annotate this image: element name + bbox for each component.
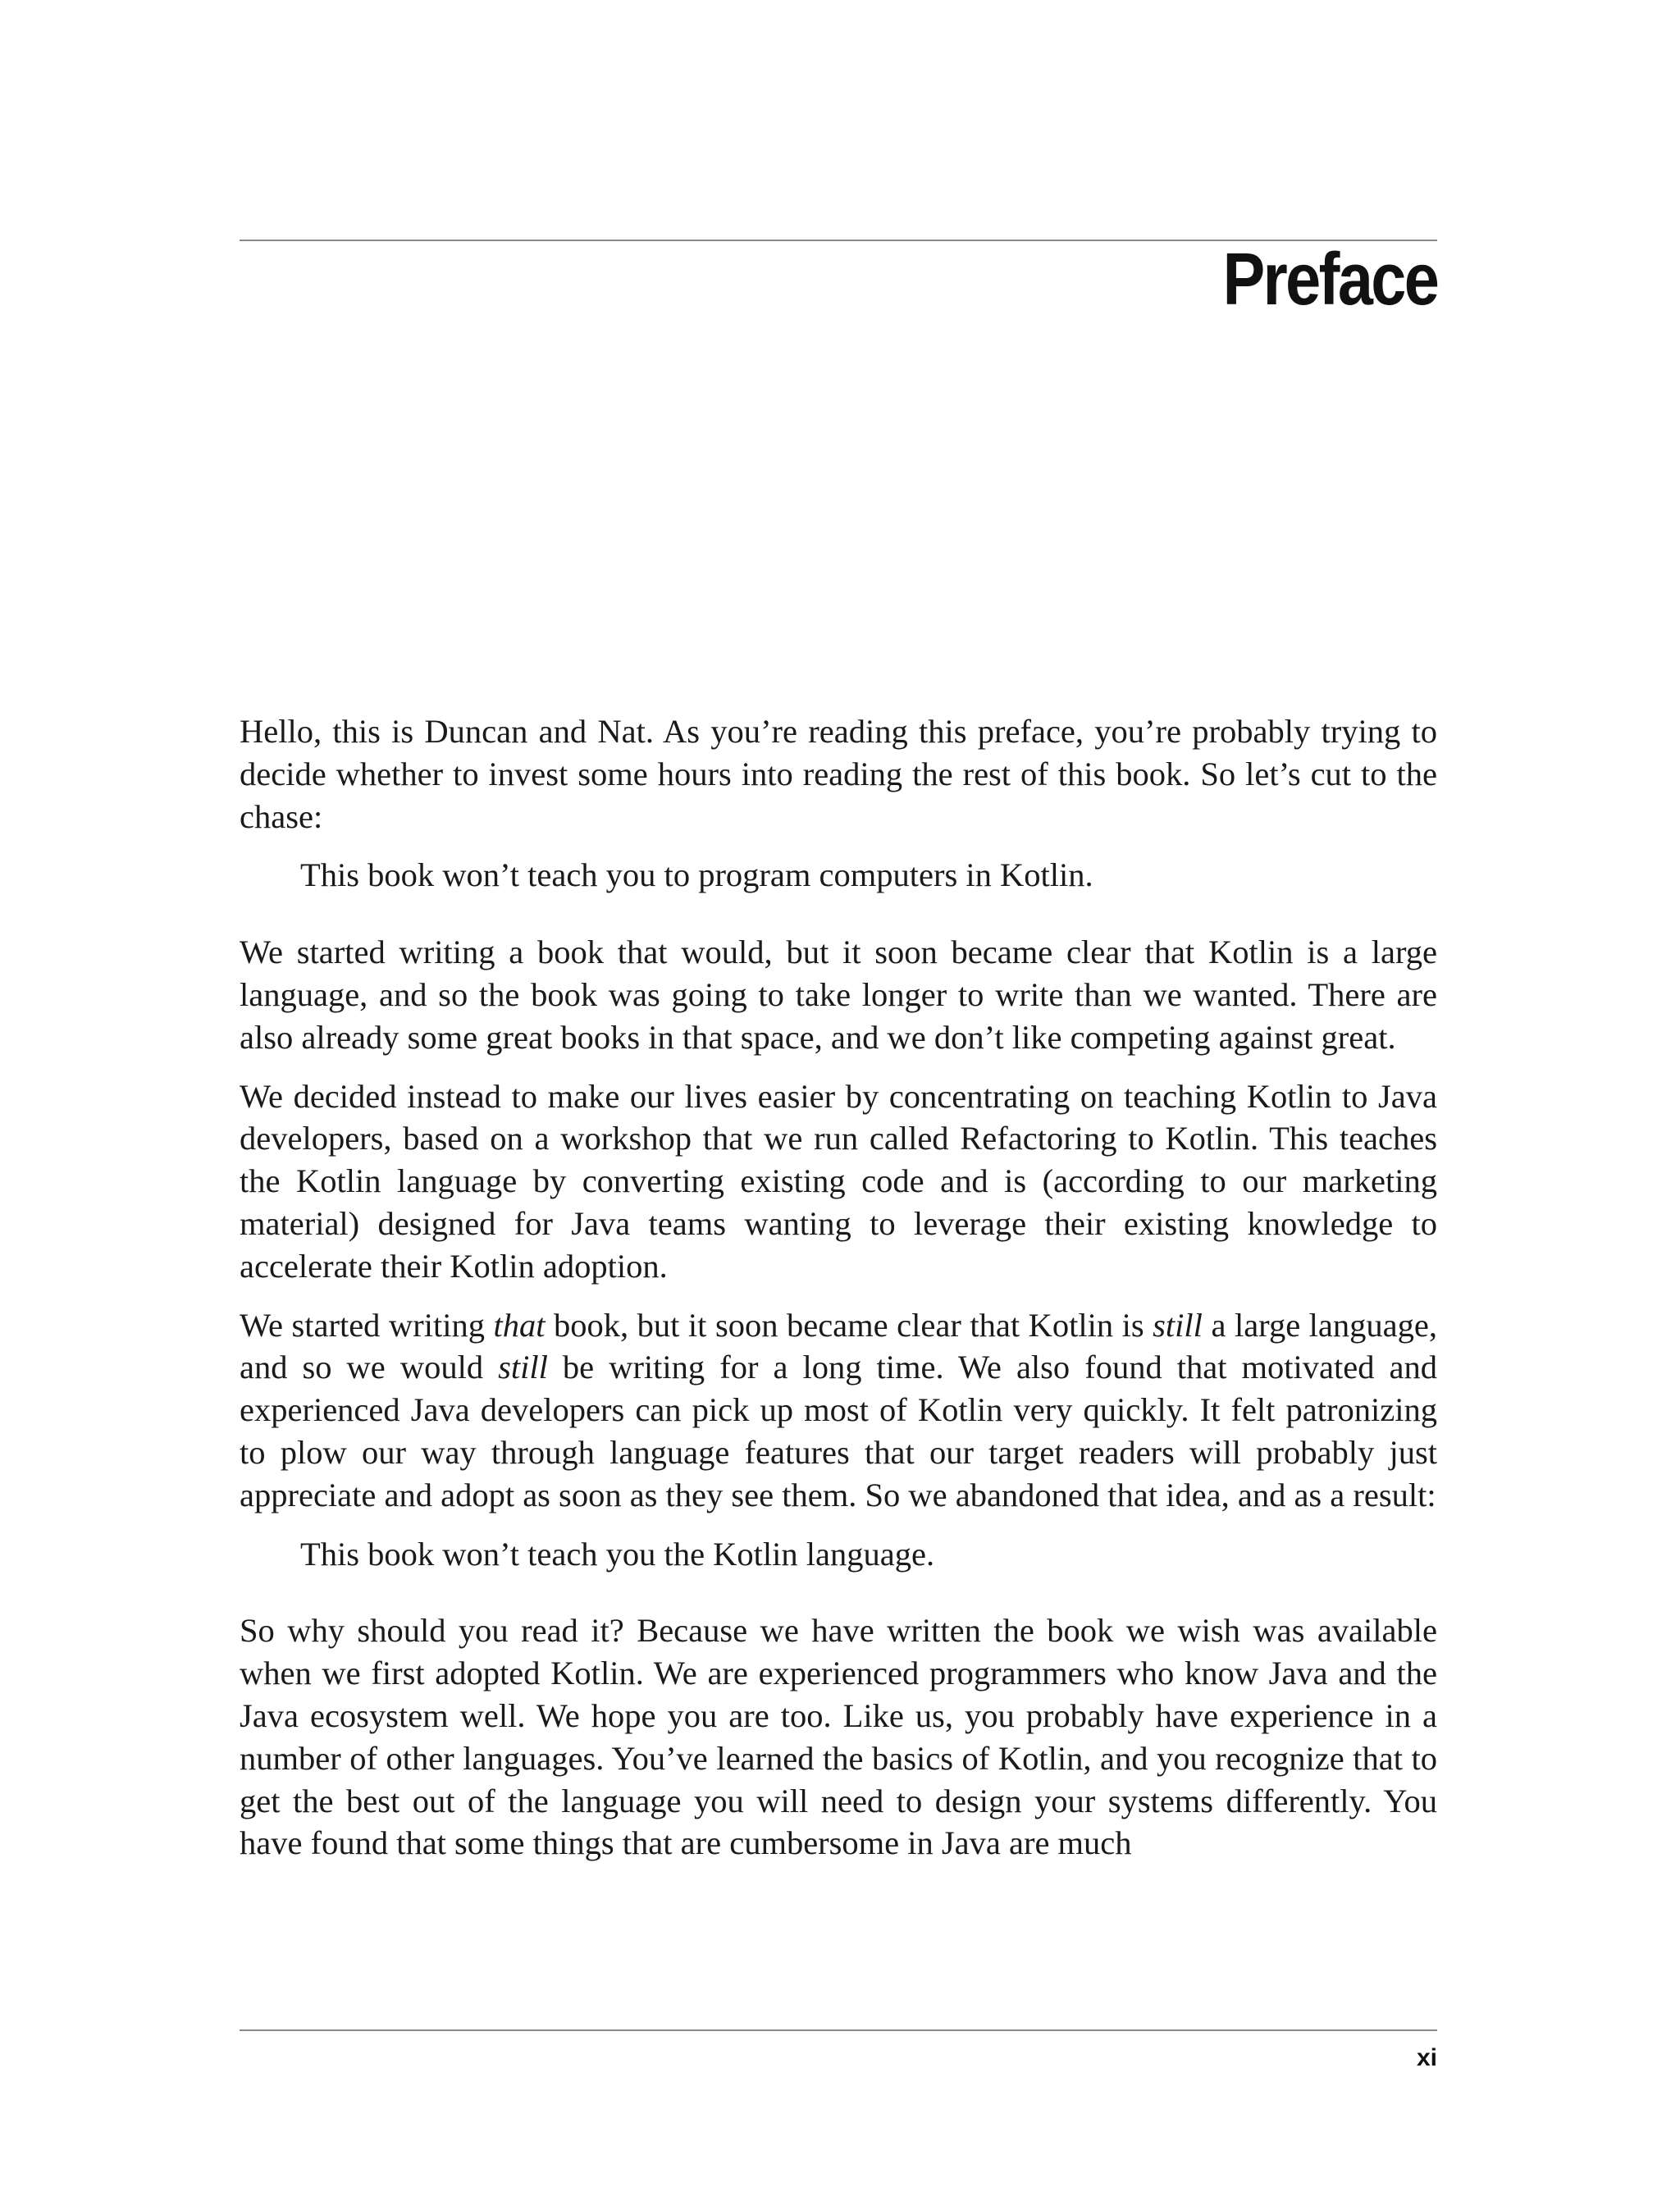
paragraph-started-writing: We started writing a book that would, but it soon became clear that Kotlin is a large language, and so the book was going to take longer to write than we wanted. There are also already some great books in that space, and we don’t like competing against great. (240, 934, 1437, 1056)
paragraph-that-book (240, 1304, 1437, 1517)
text-run: We started writing (240, 1306, 494, 1344)
quote-kotlin-language: This book won’t teach you the Kotlin language. (300, 1535, 935, 1573)
paragraph-intro: Hello, this is Duncan and Nat. As you’re reading this preface, you’re probably trying to decide whether to invest some hours into reading the rest of this book. So let’s cut to the chase: (240, 713, 1437, 835)
page-number: xi (1416, 2044, 1437, 2071)
emphasis-that: that (493, 1306, 546, 1344)
paragraph-decided-instead: We decided instead to make our lives easier by concentrating on teaching Kotlin to Java developers, based on a workshop that we run called Refactoring to Kotlin. This teaches the Kotlin language by converting existing code and is (according to our marketing material) designed for Java teams wanting to leverage their existing knowledge to accelerate their Kotlin adoption. (240, 1077, 1437, 1285)
quote-program-computers: This book won’t teach you to program computers in Kotlin. (300, 856, 1093, 894)
text-run: be writing for a long time. We also found that motivated and experienced Java developers can pick up most of Kotlin very quickly. It felt patronizing to plow our way through language features that our target readers will probably just appreciate and adopt as soon as they see them. So we abandoned that idea, and as a result: (240, 1349, 1437, 1513)
chapter-title: Preface (1222, 239, 1437, 321)
text-run: book, but it soon became clear that Kotlin is (545, 1306, 1153, 1344)
text-run: a large language, and so we would (240, 1306, 1437, 1386)
paragraph-why-read: So why should you read it? Because we have written the book we wish was available when we first adopted Kotlin. We are experienced programmers who know Java and the Java ecosystem well. We hope you are too. Like us, you probably have experience in a number of other languages. You’ve learned the basics of Kotlin, and you recognize that to get the best out of the language you will need to design your systems differently. You have found that some things that are cumbersome in Java are much (240, 1612, 1437, 1862)
emphasis-still: still (1153, 1306, 1203, 1344)
preface-body (240, 710, 1437, 1881)
footer-rule (240, 2029, 1437, 2031)
emphasis-still: still (498, 1349, 548, 1386)
